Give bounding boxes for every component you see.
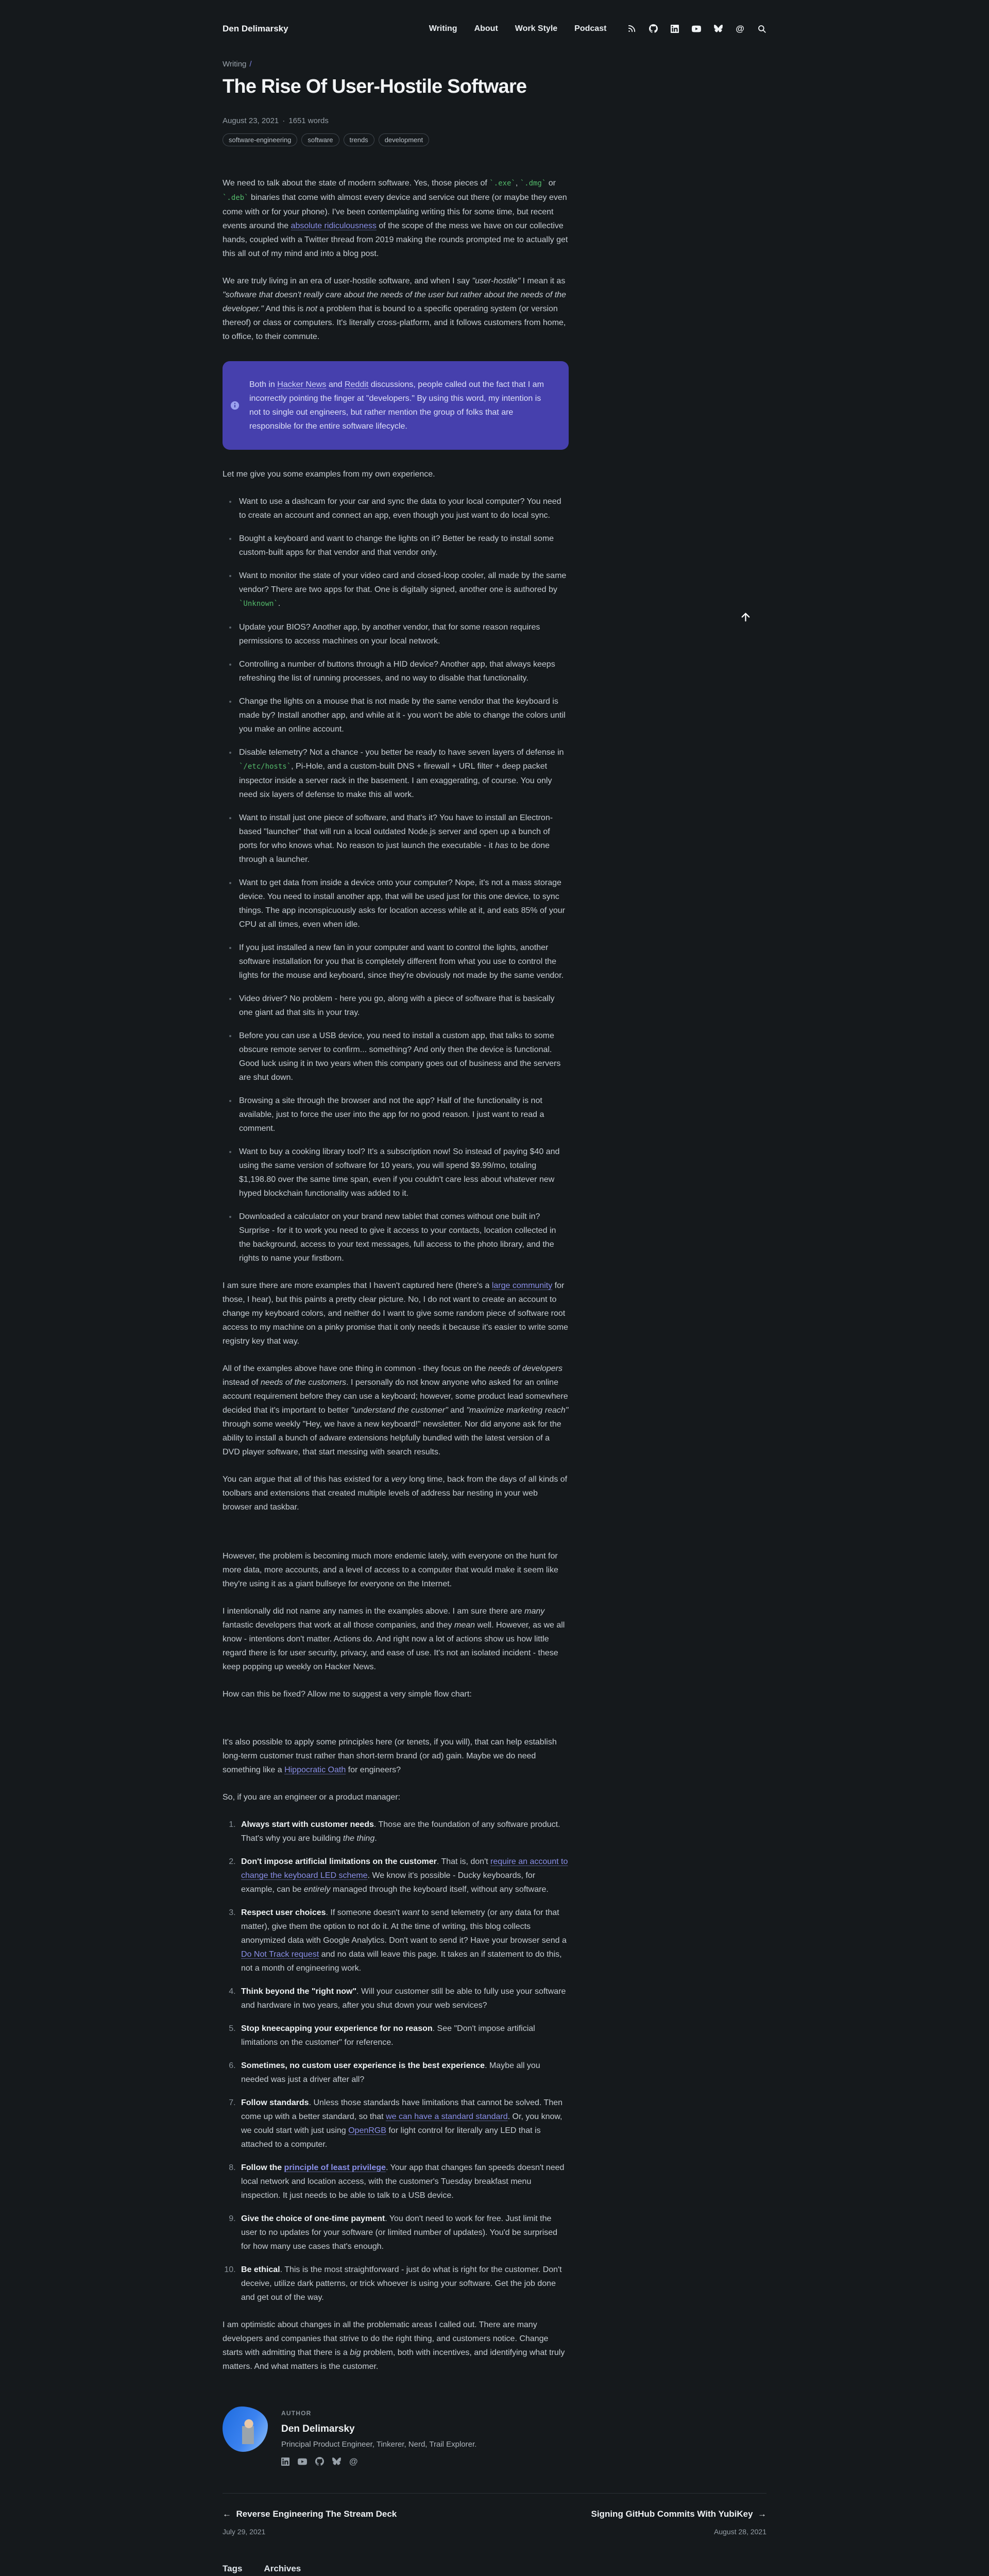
bluesky-link[interactable] bbox=[714, 24, 723, 33]
linkedin-link[interactable] bbox=[671, 25, 679, 33]
nav-link-podcast[interactable]: Podcast bbox=[574, 24, 607, 33]
bluesky-icon bbox=[332, 2457, 341, 2466]
paragraph: How can this be fixed? Allow me to suggest a very simple flow chart: bbox=[223, 1689, 472, 1699]
mastodon-link[interactable] bbox=[349, 2457, 358, 2466]
divider bbox=[223, 2493, 766, 2494]
section-spacer bbox=[223, 1715, 569, 1735]
post-meta bbox=[223, 114, 569, 128]
list-item: • Controlling a number of buttons through a HID device? Another app, that always keeps refreshing the list of running processes, and no way to disable that functionality. bbox=[237, 657, 569, 685]
paragraph: We need to talk about the state of modern software. Yes, those pieces of `.exe`, `.dmg` or `.deb` binaries that come with almost every device and service out there (or maybe they even come with or for your phone). I've been contemplating writing this for some time, but recent events around the absolute ridiculousness of the scope of the mess we have on our collective hands, coupled with a Twitter thread from 2019 making the rounds prompted me to actually get this all out of my mind and into a blog post. bbox=[223, 178, 568, 258]
page-title: The Rise Of User-Hostile Software bbox=[223, 76, 527, 97]
link-absolute-ridiculousness[interactable]: absolute ridiculousness bbox=[291, 221, 377, 230]
previous-post-date: July 29, 2021 bbox=[223, 2527, 266, 2536]
examples-list bbox=[223, 495, 569, 1265]
paragraph: I intentionally did not name any names in the examples above. I am sure there are many fantastic developers that work at all those companies, and they mean well. However, as we all know - intentions don't matter. Actions do. And right now a lot of actions show us how little regard there is for user security, privacy, and ease of use. It's not an isolated incident - these keep popping up weekly on Hacker News. bbox=[223, 1606, 565, 1671]
link-least-privilege[interactable]: principle of least privilege bbox=[284, 2163, 386, 2172]
github-link[interactable] bbox=[649, 24, 658, 33]
breadcrumb-writing-link[interactable]: Writing bbox=[223, 60, 247, 69]
link-hacker-news[interactable]: Hacker News bbox=[277, 380, 327, 389]
breadcrumb-separator: / bbox=[249, 60, 252, 69]
principles-list bbox=[223, 1818, 569, 2304]
linkedin-icon bbox=[671, 25, 679, 33]
arrow-up-icon bbox=[740, 617, 752, 624]
paragraph: You can argue that all of this has existed for a very long time, back from the days of all kinds of toolbars and extensions that created multiple levels of address bar nesting in your web browser and taskbar. bbox=[223, 1475, 568, 1512]
list-item: 2. Don't impose artificial limitations on the customer. That is, don't require an account to change the keyboard LED scheme. We know it's possible - Ducky keyboards, for example, can be entirely managed through the keyboard itself, without any software. bbox=[238, 1855, 569, 1896]
list-item: 6. Sometimes, no custom user experience is the best experience. Maybe all you needed was just a driver after all? bbox=[238, 2059, 569, 2087]
paragraph: We are truly living in an era of user-hostile software, and when I say "user-hostile" I mean it as "software that doesn't really care about the needs of the user but rather about the needs of the developer." And this is not a problem that is bound to a specific operating system (or version thereof) or class or computers. It's literally cross-platform, and it follows customers from home, to office, to their commute. bbox=[223, 276, 566, 341]
article-body bbox=[223, 176, 569, 2374]
nav-link-work-style[interactable]: Work Style bbox=[515, 24, 558, 33]
github-icon bbox=[649, 24, 658, 33]
paragraph: However, the problem is becoming much more endemic lately, with everyone on the hunt for more data, more accounts, and a level of access to a computer that would make it seem like they're using it as a giant bullseye for everyone on the Internet. bbox=[223, 1551, 558, 1588]
author-label: AUTHOR bbox=[281, 2409, 312, 2417]
list-item: • If you just installed a new fan in your computer and want to control the lights, another software installation for you that is completely different from what you use to control the lights for the mouse and keyboard, since they're obviously not made by the same vendor. bbox=[237, 941, 569, 982]
list-item: • Disable telemetry? Not a chance - you better be ready to have seven layers of defense in `/etc/hosts`, Pi-Hole, and a custom-built DNS + firewall + URL filter + deep packet inspector inside a server rack in the basement. I am exaggerating, of course. You only need six layers of defense to make this all work. bbox=[237, 745, 569, 802]
mastodon-icon: @ bbox=[349, 2456, 358, 2467]
footer-links bbox=[223, 2562, 766, 2575]
list-item: 7. Follow standards. Unless those standards have limitations that cannot be solved. Then come up with a better standard, so that we can have a standard standard. Or, you know, we could start with just using OpenRGB for light control for literally any LED that is attached to a computer. bbox=[238, 2096, 569, 2151]
youtube-link[interactable] bbox=[298, 2457, 307, 2466]
tag-development[interactable]: development bbox=[379, 133, 429, 146]
list-item: • Update your BIOS? Another app, by another vendor, that for some reason requires permissions to access machines on your local network. bbox=[237, 620, 569, 648]
scroll-to-top-button[interactable] bbox=[740, 611, 752, 624]
search-link[interactable] bbox=[757, 24, 766, 33]
post-nav bbox=[223, 2507, 766, 2539]
next-post-link[interactable]: Signing GitHub Commits With YubiKey → bbox=[591, 2509, 766, 2519]
info-callout bbox=[223, 361, 569, 450]
list-item: 1. Always start with customer needs. Those are the foundation of any software product. That's why you are building the thing. bbox=[238, 1818, 569, 1845]
breadcrumb bbox=[223, 57, 569, 71]
bluesky-link[interactable] bbox=[332, 2457, 341, 2466]
youtube-icon bbox=[692, 24, 701, 33]
post-nav-previous bbox=[223, 2507, 397, 2539]
author-bio: Principal Product Engineer, Tinkerer, Nerd, Trail Explorer. bbox=[281, 2439, 477, 2449]
previous-post-link[interactable]: ← Reverse Engineering The Stream Deck bbox=[223, 2509, 397, 2519]
paragraph: I am optimistic about changes in all the problematic areas I called out. There are many developers and companies that strive to do the right thing, and customers notice. Change starts with admitting that there is a big problem, both with incentives, and identifying what truly matters. And what matters is the customer. bbox=[223, 2320, 565, 2371]
post-head bbox=[223, 57, 569, 146]
list-item: 5. Stop kneecapping your experience for no reason. See "Don't impose artificial limitations on the customer" for reference. bbox=[238, 2022, 569, 2049]
linkedin-link[interactable] bbox=[281, 2458, 289, 2466]
youtube-icon bbox=[298, 2457, 307, 2466]
mastodon-icon: @ bbox=[736, 24, 744, 33]
rss-icon bbox=[627, 24, 636, 33]
info-icon bbox=[230, 401, 240, 410]
link-require-account[interactable]: require an account to change the keyboard LED scheme bbox=[241, 1857, 568, 1880]
list-item: • Change the lights on a mouse that is not made by the same vendor that the keyboard is made by? Install another app, and while at it - you won't be able to change the colors until you make an online account. bbox=[237, 694, 569, 736]
post-date: August 23, 2021 bbox=[223, 116, 279, 125]
list-item: • Bought a keyboard and want to change the lights on it? Better be ready to install some custom-built apps for that vendor and that vendor only. bbox=[237, 532, 569, 560]
author-name: Den Delimarsky bbox=[281, 2423, 355, 2434]
list-item: • Before you can use a USB device, you need to install a custom app, that talks to some obscure remote server to confirm... something? And only then the device is functional. Good luck using it in two years when this company goes out of business and the servers are shut down. bbox=[237, 1029, 569, 1084]
paragraph: It's also possible to apply some principles here (or tenets, if you will), that can help establish long-term customer trust rather than short-term brand (or ad) gain. Maybe we do need something like a Hippocratic Oath for engineers? bbox=[223, 1737, 557, 1774]
nav-link-about[interactable]: About bbox=[474, 24, 498, 33]
link-openrgb[interactable]: OpenRGB bbox=[348, 2126, 386, 2135]
list-item: • Want to get data from inside a device onto your computer? Nope, it's not a mass storage device. You need to install another app, that will be used just for this one device, to sync things. The app inconspicuously asks for location access while at it, and eats 85% of your CPU at all times, even when idle. bbox=[237, 876, 569, 931]
bluesky-icon bbox=[714, 24, 723, 33]
paragraph: So, if you are an engineer or a product manager: bbox=[223, 1792, 401, 1802]
site-header bbox=[223, 0, 766, 36]
paragraph: I am sure there are more examples that I haven't captured here (there's a large community for those, I hear), but this paints a pretty clear picture. No, I do not want to create an account to change my keyboard colors, and neither do I want to give some random piece of software root access to my machine on a pinky promise that it only needs it because it's easier to write some registry key that way. bbox=[223, 1281, 568, 1346]
list-item: • Want to monitor the state of your video card and closed-loop cooler, all made by the same vendor? There are two apps for that. One is digitally signed, another one is authored by `Unknown`. bbox=[237, 569, 569, 611]
list-item: • Downloaded a calculator on your brand new tablet that comes without one built in? Surprise - for it to work you need to give it access to your contacts, location collected in the background, access to your text messages, full access to the photo library, and the rights to name your firstborn. bbox=[237, 1210, 569, 1265]
github-icon bbox=[315, 2457, 324, 2466]
list-item: • Want to use a dashcam for your car and sync the data to your local computer? You need to create an account and connect an app, even though you just want to do local sync. bbox=[237, 495, 569, 522]
next-post-date: August 28, 2021 bbox=[714, 2527, 766, 2536]
arrow-left-icon: ← bbox=[223, 2509, 231, 2519]
linkedin-icon bbox=[281, 2458, 289, 2466]
tag-trends[interactable]: trends bbox=[344, 133, 374, 146]
section-spacer bbox=[223, 1528, 569, 1549]
list-item: 8. Follow the principle of least privilege. Your app that changes fan speeds doesn't need local network and location access, with the customer's Tuesday breakfast menu inspection. It just needs to be able to talk to a USB device. bbox=[238, 2161, 569, 2202]
paragraph: All of the examples above have one thing in common - they focus on the needs of developers instead of needs of the customers. I personally do not know anyone who asked for an online account requirement before they can use a keyboard; however, some product lead somewhere decided that it's important to better "understand the customer" and "maximize marketing reach" through some weekly "Hey, we have a new keyboard!" newsletter. Nor did anyone ask for the ability to install a bunch of adware extensions helpfully bundled with the latest version of a DVD player software, that start messing with search results. bbox=[223, 1364, 569, 1456]
avatar bbox=[223, 2406, 268, 2452]
list-item: • Browsing a site through the browser and not the app? Half of the functionality is not available, just to force the user into the app for no good reason. I just want to read a comment. bbox=[237, 1094, 569, 1136]
tag-row bbox=[223, 133, 569, 146]
list-item: • Want to buy a cooking library tool? It's a subscription now! So instead of paying $40 and using the same version of software for 10 years, you will spend $9.99/mo, totaling $1,198.80 over the same time span, even if you couldn't care less about whatever new hyped blockchain functionality was added to it. bbox=[237, 1145, 569, 1200]
link-standard-standard[interactable]: we can have a standard standard bbox=[386, 2112, 508, 2121]
arrow-right-icon: → bbox=[758, 2509, 766, 2519]
footer-link-archives[interactable]: Archives bbox=[264, 2563, 301, 2573]
footer-link-tags[interactable]: Tags bbox=[223, 2563, 243, 2573]
link-reddit[interactable]: Reddit bbox=[345, 380, 369, 389]
site-footer bbox=[223, 2562, 766, 2576]
search-icon bbox=[757, 24, 766, 33]
site-nav bbox=[429, 22, 766, 36]
list-item: • Want to install just one piece of software, and that's it? You have to install an Electron-based "launcher" that will run a local outdated Node.js server and open up a bunch of ports for who knows what. No reason to just launch the executable - it has to be done through a launcher. bbox=[237, 811, 569, 867]
mastodon-link[interactable] bbox=[736, 24, 744, 33]
brand-link[interactable]: Den Delimarsky bbox=[223, 24, 288, 33]
post-nav-next bbox=[591, 2507, 767, 2539]
author-card bbox=[223, 2406, 569, 2466]
list-item: 3. Respect user choices. If someone doesn't want to send telemetry (or any data for that matter), give them the option to not do it. At the time of writing, this blog collects anonymized data with Google Analytics. Don't want to send it? Have your browser send a Do Not Track request and no data will leave this page. It takes an if statement to do this, not a month of engineering work. bbox=[238, 1906, 569, 1975]
list-item: 4. Think beyond the "right now". Will your customer still be able to fully use your software and hardware in two years, after you shut down your web services? bbox=[238, 1985, 569, 2012]
tag-software-engineering[interactable]: software-engineering bbox=[223, 133, 297, 146]
youtube-link[interactable] bbox=[692, 24, 701, 33]
list-item: • Video driver? No problem - here you go, along with a piece of software that is basically one giant ad that sits in your tray. bbox=[237, 992, 569, 1020]
paragraph: Let me give you some examples from my own experience. bbox=[223, 469, 435, 479]
meta-dot: · bbox=[282, 116, 285, 125]
link-large-community[interactable]: large community bbox=[491, 1281, 553, 1290]
list-item: 10. Be ethical. This is the most straightforward - just do what is right for the customer. Don't deceive, utilize dark patterns, or trick whoever is using your software. Get the job done and get out of the way. bbox=[238, 2263, 569, 2304]
list-item: 9. Give the choice of one-time payment. You don't need to work for free. Just limit the user to no updates for your software (or limited number of updates). You'd be surprised for how many use cases that's enough. bbox=[238, 2212, 569, 2253]
link-hippocratic-oath[interactable]: Hippocratic Oath bbox=[284, 1765, 346, 1774]
rss-link[interactable] bbox=[627, 24, 636, 33]
post-word-count: 1651 words bbox=[288, 116, 329, 125]
callout-text: Both in Hacker News and Reddit discussions, people called out the fact that I am incorrectly pointing the finger at "developers." By using this word, my intention is not to single out engineers, but rather mention the group of folks that are responsible for the entire software lifecycle. bbox=[249, 380, 544, 431]
github-link[interactable] bbox=[315, 2457, 324, 2466]
tag-software[interactable]: software bbox=[301, 133, 339, 146]
link-do-not-track[interactable]: Do Not Track request bbox=[241, 1950, 319, 1959]
nav-link-writing[interactable]: Writing bbox=[429, 24, 457, 33]
